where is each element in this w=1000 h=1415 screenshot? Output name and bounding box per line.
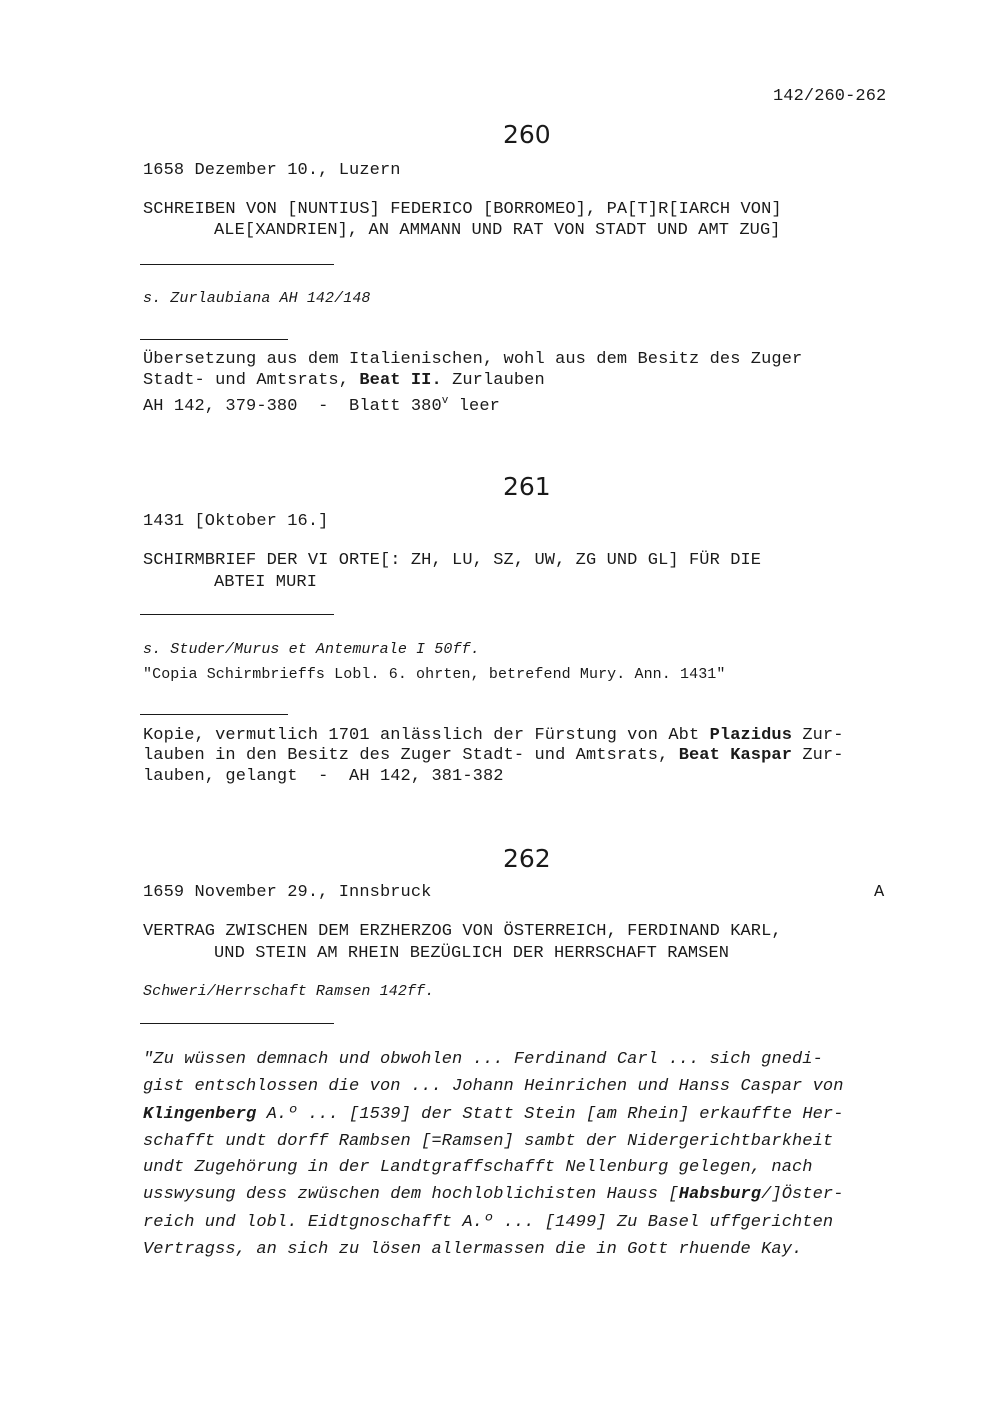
note-260-line2: Stadt- und Amtsrats, Beat II. Zurlauben — [143, 371, 545, 390]
divider — [140, 1023, 334, 1024]
document-date-262: 1659 November 29., Innsbruck — [143, 883, 432, 902]
place-name: Klingenberg — [143, 1105, 257, 1124]
note-261-line2: lauben in den Besitz des Zuger Stadt- und Amtsrats, Beat Kaspar Zur- — [143, 746, 844, 765]
document-number-260: 260 — [503, 120, 551, 149]
quote-262-line2: gist entschlossen die von ... Johann Heinrichen und Hanss Caspar von — [143, 1077, 844, 1096]
note-260-line1: Übersetzung aus dem Italienischen, wohl aus dem Besitz des Zuger — [143, 350, 803, 369]
person-name: Plazidus — [709, 726, 793, 745]
document-date-261: 1431 [Oktober 16.] — [143, 512, 329, 531]
reference-262: Schweri/Herrschaft Ramsen 142ff. — [143, 983, 435, 1000]
quote-262-line8: Vertragss, an sich zu lösen allermassen die in Gott rhuende Kay. — [143, 1240, 803, 1259]
document-number-261: 261 — [503, 472, 551, 501]
divider — [140, 614, 334, 615]
quote-261: "Copia Schirmbrieffs Lobl. 6. ohrten, betrefend Mury. Ann. 1431" — [143, 666, 726, 683]
document-title-261-line1: SCHIRMBRIEF DER VI ORTE[: ZH, LU, SZ, UW, ZG UND GL] FÜR DIE — [143, 551, 762, 570]
dynasty-name: Habsburg — [678, 1185, 762, 1204]
document-title-260-line2: ALE[XANDRIEN], AN AMMANN UND RAT VON STADT UND AMT ZUG] — [214, 221, 781, 240]
note-260-line3: AH 142, 379-380 - Blatt 380$^v$ leer — [143, 395, 500, 416]
marker-a: A — [874, 883, 885, 902]
divider — [140, 714, 288, 715]
quote-262-line3: Klingenberg A.º ... [1539] der Statt Stein [am Rhein] erkauffte Her- — [143, 1105, 844, 1124]
document-date-260: 1658 Dezember 10., Luzern — [143, 161, 401, 180]
reference-260: s. Zurlaubiana AH 142/148 — [143, 290, 371, 307]
quote-262-line6: usswysung dess zwüschen dem hochloblichisten Hauss [Habsburg/]Öster- — [143, 1185, 844, 1204]
quote-262-line1: "Zu wüssen demnach und obwohlen ... Ferdinand Carl ... sich gnedi- — [143, 1050, 823, 1069]
quote-262-line7: reich und lobl. Eidtgnoschafft A.º ... [1499] Zu Basel uffgerichten — [143, 1213, 834, 1232]
reference-261: s. Studer/Murus et Antemurale I 50ff. — [143, 641, 480, 658]
divider — [140, 264, 334, 265]
quote-262-line5: undt Zugehörung in der Landtgraffschafft Nellenburg gelegen, nach — [143, 1158, 813, 1177]
quote-262-line4: schafft undt dorff Rambsen [=Ramsen] sambt der Nidergerichtbarkheit — [143, 1132, 834, 1151]
person-name: Beat Kaspar — [678, 746, 793, 765]
document-number-262: 262 — [503, 844, 551, 873]
page-reference: 142/260-262 — [773, 87, 887, 106]
person-name: Beat II. — [359, 371, 442, 390]
document-title-262-line2: UND STEIN AM RHEIN BEZÜGLICH DER HERRSCHAFT RAMSEN — [214, 944, 730, 963]
note-261-line1: Kopie, vermutlich 1701 anlässlich der Fürstung von Abt Plazidus Zur- — [143, 726, 844, 745]
document-title-262-line1: VERTRAG ZWISCHEN DEM ERZHERZOG VON ÖSTERREICH, FERDINAND KARL, — [143, 922, 782, 941]
note-261-line3: lauben, gelangt - AH 142, 381-382 — [143, 767, 504, 786]
document-title-260-line1: SCHREIBEN VON [NUNTIUS] FEDERICO [BORROMEO], PA[T]R[IARCH VON] — [143, 200, 782, 219]
document-title-261-line2: ABTEI MURI — [214, 573, 318, 592]
divider — [140, 339, 288, 340]
